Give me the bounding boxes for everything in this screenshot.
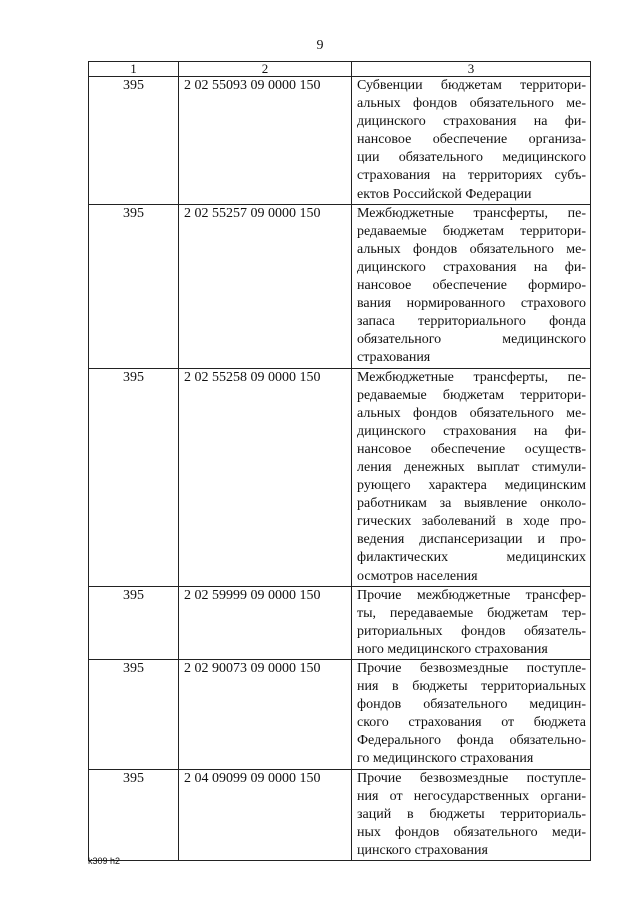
income-name-line: редаваемые бюджетам территори- (357, 223, 586, 239)
income-name-line: риториальных фондов обязатель- (357, 623, 586, 639)
budget-classification-table (88, 61, 591, 861)
income-name-cell (352, 368, 591, 586)
table-row (89, 204, 591, 368)
page-number: 9 (316, 38, 324, 53)
income-code-cell: 2 02 90073 09 0000 150 (179, 660, 352, 770)
income-name-line: дицинского страхования на фи- (357, 259, 586, 275)
income-name-cell (352, 769, 591, 860)
income-name-line: ния от негосударственных органи- (357, 788, 586, 804)
income-name-line: рующего характера медицинским (357, 478, 586, 494)
admin-code-cell: 395 (89, 77, 179, 205)
income-name-line: ектов Российской Федерации (357, 186, 532, 202)
income-name-line: го медицинского страхования (357, 751, 534, 767)
income-name-line: запаса территориального фонда (357, 314, 586, 330)
income-code-cell: 2 02 55258 09 0000 150 (179, 368, 352, 586)
income-name-line: Прочие безвозмездные поступле- (357, 661, 586, 676)
header-row (89, 62, 591, 77)
admin-code-cell: 395 (89, 769, 179, 860)
income-name-line: фондов обязательного медицин- (357, 697, 586, 713)
income-name-line: цинского страхования (357, 842, 488, 858)
table-row (89, 586, 591, 659)
income-name-line: дицинского страхования на фи- (357, 114, 586, 130)
income-name-line: филактических медицинских (357, 550, 586, 566)
income-name-line: альных фондов обязательного ме- (357, 405, 586, 421)
income-name-line: дицинского страхования на фи- (357, 423, 586, 439)
income-code-cell: 2 02 55093 09 0000 150 (179, 77, 352, 205)
income-name-line: страхования (357, 350, 431, 366)
income-name-line: гических заболеваний в ходе про- (357, 514, 586, 530)
income-name-line: альных фондов обязательного ме- (357, 96, 586, 112)
income-name-line: заций в бюджеты территориаль- (357, 806, 586, 822)
income-name-line: нансовое обеспечение осуществ- (357, 441, 586, 457)
header-col-3: 3 (352, 62, 591, 77)
income-name-line: вания нормированного страхового (357, 296, 586, 312)
income-name-line: ведения диспансеризации и про- (357, 532, 586, 548)
income-name-line: нансовое обеспечение организа- (357, 132, 586, 148)
income-name-line: ты, передаваемые бюджетам тер- (357, 605, 586, 621)
income-name-cell (352, 77, 591, 205)
income-code-cell: 2 02 59999 09 0000 150 (179, 586, 352, 659)
income-code-cell: 2 04 09099 09 0000 150 (179, 769, 352, 860)
income-name-line: альных фондов обязательного ме- (357, 241, 586, 257)
table-row (89, 769, 591, 860)
income-code-cell: 2 02 55257 09 0000 150 (179, 204, 352, 368)
income-name-line: ния в бюджеты территориальных (357, 679, 586, 695)
income-name-line: ции обязательного медицинского (357, 150, 586, 166)
income-name-line: ных фондов обязательного меди- (357, 824, 586, 840)
income-name-line: осмотров населения (357, 568, 478, 584)
table-body (89, 77, 591, 861)
admin-code-cell: 395 (89, 660, 179, 770)
table-row (89, 660, 591, 770)
income-name-line: Субвенции бюджетам территори- (357, 78, 586, 93)
income-name-line: редаваемые бюджетам территори- (357, 387, 586, 403)
income-name-line: нансовое обеспечение формиро- (357, 278, 586, 294)
income-name-line: Прочие межбюджетные трансфер- (357, 587, 586, 603)
income-name-line: страхования на территориях субъ- (357, 168, 586, 184)
income-name-line: ского страхования от бюджета (357, 715, 586, 731)
header-col-1: 1 (89, 62, 179, 77)
income-name-line: Межбюджетные трансферты, пе- (357, 369, 586, 385)
income-name-line: Прочие безвозмездные поступле- (357, 770, 586, 786)
admin-code-cell: 395 (89, 586, 179, 659)
table-row (89, 368, 591, 586)
footer-code: k309 h2 (88, 856, 121, 866)
header-col-2: 2 (179, 62, 352, 77)
admin-code-cell: 395 (89, 368, 179, 586)
income-name-cell (352, 204, 591, 368)
income-name-line: Межбюджетные трансферты, пе- (357, 205, 586, 221)
income-name-line: ного медицинского страхования (357, 641, 548, 657)
admin-code-cell: 395 (89, 204, 179, 368)
income-name-cell (352, 586, 591, 659)
income-name-line: обязательного медицинского (357, 332, 586, 348)
income-name-line: ления денежных выплат стимули- (357, 459, 586, 475)
income-name-line: Федерального фонда обязательно- (357, 733, 586, 749)
income-name-line: работникам за выявление онколо- (357, 496, 586, 512)
income-name-cell (352, 660, 591, 770)
table-row (89, 77, 591, 205)
